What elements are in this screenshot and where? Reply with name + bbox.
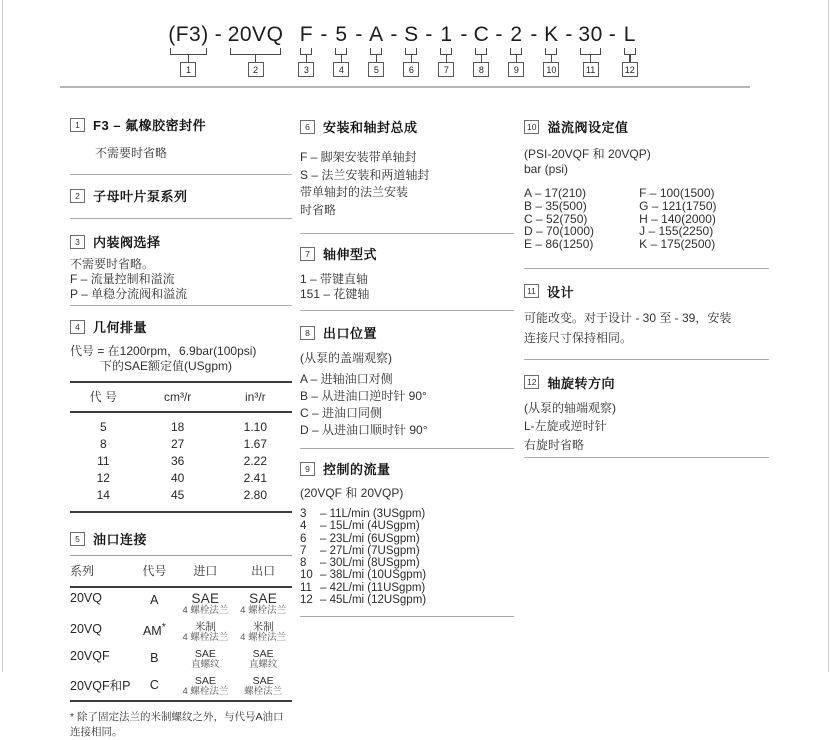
divider <box>300 448 514 449</box>
outlet-type: SAE <box>249 591 278 606</box>
section-10-header <box>524 117 769 136</box>
code-number-box: 8 <box>473 62 489 77</box>
bracket-tick <box>341 55 343 62</box>
code-segment-valve <box>298 22 314 77</box>
cell: 18 <box>170 420 185 434</box>
flow-option <box>300 533 514 545</box>
header-divider <box>60 86 750 88</box>
displacement-table <box>70 381 292 513</box>
cell: 12 <box>96 471 110 485</box>
code-separator: - <box>608 23 616 46</box>
outlet-cell <box>234 646 292 673</box>
code-value: AM <box>142 623 162 638</box>
code-segment-design <box>578 22 602 77</box>
outlet-type: SAE <box>252 647 274 660</box>
code-segment-flow <box>508 22 524 77</box>
displacement-desc: 下的SAE额定值(USgpm) <box>100 359 233 373</box>
code-segment-f3 <box>168 22 209 77</box>
bracket-tick <box>188 55 190 62</box>
section-8-note: (从泵的盖端观察) <box>300 351 392 365</box>
rotation-line: (从泵的轴端观察) <box>524 400 616 415</box>
design-note: 连接尺寸保持相同。 <box>524 330 633 345</box>
bracket-icon <box>300 48 312 55</box>
code-number-box: 9 <box>508 62 524 77</box>
code-cell <box>132 673 176 701</box>
series-cell: 20VQ <box>70 621 102 636</box>
code-segment-series <box>228 22 284 77</box>
cell: 8 <box>99 437 107 451</box>
section-number: 7 <box>300 247 315 261</box>
flow-value: – 27L/mi (7USgpm) <box>320 544 420 557</box>
table-row <box>70 619 292 646</box>
section-title: 安装和轴封总成 <box>323 120 418 135</box>
cell: 11 <box>97 454 110 468</box>
cell: 2.22 <box>243 454 268 468</box>
option-line: 1 – 带键直轴 <box>300 272 369 286</box>
flow-option <box>300 594 514 606</box>
page-right-border <box>828 0 829 672</box>
bracket-tick <box>376 55 378 62</box>
code-segment-text: 1 <box>440 23 453 46</box>
table-row <box>70 646 292 673</box>
option-line: 不需要时省略。 <box>70 257 155 271</box>
divider <box>70 174 292 175</box>
section-2-header <box>70 186 292 205</box>
section-number: 3 <box>70 235 85 249</box>
table-row <box>70 673 292 701</box>
flow-code: 4 <box>300 520 307 533</box>
flow-value: – 15L/mi (4USgpm) <box>320 520 420 533</box>
section-4-header <box>70 317 292 336</box>
code-value: A <box>150 593 159 608</box>
flow-value: – 45L/mi (12USgpm) <box>320 594 427 607</box>
flow-option <box>300 569 514 581</box>
relief-option: C – 52(750) <box>524 211 588 226</box>
section-title: 几何排量 <box>93 320 148 335</box>
code-separator: - <box>390 23 398 46</box>
divider <box>300 616 514 617</box>
inlet-subtype: 直螺纹 <box>191 659 220 670</box>
divider <box>524 268 769 269</box>
bracket-icon <box>405 48 417 55</box>
section-12-body <box>524 399 769 455</box>
divider <box>524 359 769 360</box>
section-7-body <box>300 272 514 301</box>
relief-option: F – 100(1500) <box>639 186 715 200</box>
cell: 27 <box>170 437 185 451</box>
bracket-tick <box>306 55 308 62</box>
flow-option <box>300 557 514 569</box>
port-connection-table <box>70 555 292 702</box>
model-code <box>0 22 830 77</box>
code-segment-text: (F3) <box>168 23 209 46</box>
bracket-tick <box>411 55 413 62</box>
option-line: 151 – 花键轴 <box>300 286 370 301</box>
section-10-note: (PSI-20VQF 和 20VQP) <box>524 147 651 161</box>
flow-value: – 11L/min (3USgpm) <box>320 508 426 520</box>
section-title: 出口位置 <box>323 326 378 341</box>
section-5-header <box>70 529 292 548</box>
section-8-body <box>300 371 514 439</box>
inlet-cell <box>177 587 235 619</box>
section-11-body <box>524 308 769 348</box>
code-segment-text: 2 <box>510 23 523 46</box>
section-number: 8 <box>300 326 315 340</box>
option-line: F – 脚架安装带单轴封 <box>300 150 417 164</box>
flow-code: 3 <box>300 508 307 520</box>
relief-option: A – 17(210) <box>524 186 587 200</box>
section-3-header <box>70 232 292 251</box>
code-number-box: 4 <box>333 62 349 77</box>
outlet-type: SAE <box>252 674 274 687</box>
option-line: D – 从进油口顺时针 90° <box>300 423 428 437</box>
bracket-tick <box>590 55 592 62</box>
code-separator: - <box>355 23 363 46</box>
section-number: 1 <box>70 118 85 132</box>
code-number-box: 3 <box>298 62 314 77</box>
cell: 1.67 <box>243 437 268 451</box>
code-segment-relief <box>543 22 559 77</box>
option-line: P – 单稳分流阀和溢流 <box>70 287 188 301</box>
cell: 5 <box>99 420 107 434</box>
relief-option: B – 35(500) <box>524 198 587 213</box>
table-footnote <box>70 710 292 740</box>
divider <box>70 218 292 219</box>
flow-option <box>300 582 514 594</box>
divider <box>524 457 769 458</box>
section-title: 内装阀选择 <box>93 235 161 250</box>
inlet-subtype: 4 螺栓法兰 <box>182 605 229 616</box>
code-number-box: 2 <box>248 62 264 77</box>
flow-option <box>300 545 514 557</box>
inlet-subtype: 4 螺栓法兰 <box>182 686 229 697</box>
code-cell <box>132 619 176 646</box>
section-9-note: (20VQF 和 20VQP) <box>300 486 404 500</box>
inlet-cell <box>177 619 235 646</box>
relief-settings <box>524 187 769 251</box>
bracket-tick <box>516 55 518 62</box>
code-number-box: 7 <box>438 62 454 77</box>
column-header: 系列 <box>70 556 132 588</box>
flow-value: – 38L/mi (10USgpm) <box>320 569 427 582</box>
code-number-box: 12 <box>622 62 638 77</box>
outlet-type: 米制 <box>252 620 274 633</box>
outlet-cell <box>234 587 292 619</box>
bracket-icon <box>335 48 347 55</box>
code-segment-shaft <box>438 22 454 77</box>
relief-option: J – 155(2250) <box>639 224 714 239</box>
code-number-box: 6 <box>403 62 419 77</box>
divider <box>300 310 514 311</box>
section-1-note: 不需要时省略 <box>95 146 168 160</box>
cell: 2.80 <box>243 488 268 502</box>
section-1-header <box>70 115 292 134</box>
section-title: 子母叶片泵系列 <box>93 189 188 204</box>
relief-option: H – 140(2000) <box>639 211 716 226</box>
cell: 36 <box>170 454 185 468</box>
relief-option: K – 175(2500) <box>639 237 716 252</box>
bracket-tick <box>551 55 553 62</box>
flow-code: 10 <box>300 569 313 582</box>
section-6-body <box>300 149 514 219</box>
flow-option <box>300 520 514 532</box>
code-separator: - <box>495 23 503 46</box>
inlet-cell <box>177 673 235 701</box>
column-header: 代 号 <box>70 382 137 412</box>
displacement-desc: 代号 = 在1200rpm，6.9bar(100psi) <box>70 344 257 358</box>
code-number-box: 11 <box>583 62 599 77</box>
table-row <box>70 436 292 453</box>
code-number-box: 1 <box>180 62 196 77</box>
flow-option <box>300 508 514 520</box>
table-header-row <box>70 556 292 588</box>
code-segment-text: 20VQ <box>227 23 284 46</box>
bracket-icon <box>370 48 382 55</box>
code-segment-port <box>368 22 384 77</box>
design-note: 可能改变。对于设计 - 30 至 - 39，安装 <box>524 310 732 325</box>
section-12-header <box>524 373 769 392</box>
section-number: 4 <box>70 320 85 334</box>
cell: 45 <box>170 488 185 502</box>
bracket-icon <box>580 48 600 55</box>
code-number-box: 5 <box>368 62 384 77</box>
relief-option: E – 86(1250) <box>524 237 594 252</box>
bracket-icon <box>440 48 452 55</box>
relief-option: G – 121(1750) <box>639 198 717 213</box>
column-header: 进口 <box>177 556 235 588</box>
cell: 40 <box>170 471 185 485</box>
divider <box>300 233 514 234</box>
table-row <box>70 453 292 470</box>
section-number: 6 <box>300 120 315 134</box>
flow-code: 8 <box>300 557 307 570</box>
bracket-tick <box>629 55 631 62</box>
relief-settings-left <box>524 187 639 251</box>
code-value: C <box>149 677 159 692</box>
code-segment-text: C <box>473 23 490 46</box>
bracket-icon <box>170 48 207 55</box>
code-segment-text: 30 <box>578 23 603 46</box>
outlet-subtype: 直螺纹 <box>248 659 278 670</box>
code-segment-text: A <box>369 23 384 46</box>
table-header-row <box>70 382 292 412</box>
outlet-subtype: 螺栓法兰 <box>244 686 283 697</box>
section-6-header <box>300 117 514 136</box>
section-number: 2 <box>70 189 85 203</box>
code-cell <box>132 646 176 673</box>
section-number: 5 <box>70 532 85 546</box>
section-number: 12 <box>524 375 539 389</box>
section-7-header <box>300 244 514 263</box>
code-segment-mounting <box>403 22 419 77</box>
section-number: 9 <box>300 462 315 476</box>
bracket-icon <box>230 48 282 55</box>
column-header: cm³/r <box>137 382 219 412</box>
option-line: 时省略 <box>300 202 337 217</box>
code-segment-outlet <box>473 22 489 77</box>
rotation-line: L-左旋或逆时针 <box>524 419 607 434</box>
column-header: 出口 <box>234 556 292 588</box>
code-number-box: 10 <box>543 62 559 77</box>
option-line: F – 流量控制和溢流 <box>70 272 175 286</box>
right-column <box>524 108 769 458</box>
section-11-header <box>524 282 769 301</box>
outlet-subtype: 4 螺栓法兰 <box>240 632 287 643</box>
outlet-subtype: 4 螺栓法兰 <box>240 605 287 616</box>
section-title: 轴伸型式 <box>323 247 378 262</box>
option-line: A – 进轴油口对侧 <box>300 372 393 386</box>
outlet-cell <box>234 673 292 701</box>
section-9-body <box>300 508 514 606</box>
inlet-type: 米制 <box>194 620 216 633</box>
table-row <box>70 412 292 436</box>
cell: 14 <box>96 488 110 502</box>
code-segment-text: S <box>404 23 419 46</box>
code-separator: - <box>460 23 468 46</box>
inlet-type: SAE <box>194 674 216 687</box>
divider <box>70 305 292 306</box>
column-header: in³/r <box>219 382 292 412</box>
flow-value: – 42L/mi (11USgpm) <box>320 581 426 594</box>
section-title: 控制的流量 <box>323 462 391 477</box>
option-line: 带单轴封的法兰安装 <box>300 185 409 199</box>
series-cell: 20VQF <box>70 648 110 663</box>
section-number: 11 <box>524 284 539 298</box>
inlet-subtype: 4 螺栓法兰 <box>182 632 229 643</box>
flow-value: – 30L/mi (8USgpm) <box>320 557 420 570</box>
flow-code: 7 <box>300 544 307 557</box>
cell: 1.10 <box>243 420 268 434</box>
flow-code: 11 <box>300 581 312 594</box>
code-separator: - <box>320 23 328 46</box>
table-row <box>70 487 292 513</box>
option-line: S – 法兰安装和两道轴封 <box>300 167 430 182</box>
series-cell: 20VQF和P <box>70 678 131 693</box>
flow-code: 6 <box>300 532 307 545</box>
code-segment-text: 5 <box>335 23 348 46</box>
inlet-type: SAE <box>194 647 216 660</box>
code-segment-text: F <box>299 23 314 46</box>
code-segment-text: K <box>544 23 559 46</box>
section-3-body <box>70 257 292 302</box>
middle-column <box>300 108 514 617</box>
section-10-unit: bar (psi) <box>524 162 569 176</box>
section-title: F3 – 氟橡胶密封件 <box>93 118 207 133</box>
code-separator: - <box>425 23 433 46</box>
section-title: 油口连接 <box>93 532 148 547</box>
section-title: 轴旋转方向 <box>547 375 615 391</box>
relief-settings-right <box>639 187 769 251</box>
bracket-tick <box>446 55 448 62</box>
section-title: 溢流阀设定值 <box>547 120 629 135</box>
code-value: B <box>150 650 159 665</box>
section-title: 设计 <box>547 284 575 300</box>
bracket-icon <box>624 48 636 55</box>
bracket-icon <box>475 48 487 55</box>
rotation-line: 右旋时省略 <box>524 437 585 452</box>
page-left-border <box>2 0 3 672</box>
table-row <box>70 470 292 487</box>
cell: 2.41 <box>243 471 268 485</box>
series-cell: 20VQ <box>70 591 102 605</box>
code-sup: * <box>161 621 166 633</box>
column-header: 代号 <box>132 556 176 588</box>
table-row <box>70 587 292 619</box>
code-cell <box>132 587 176 619</box>
outlet-cell <box>234 619 292 646</box>
option-line: C – 进油口同侧 <box>300 406 383 420</box>
bracket-icon <box>510 48 522 55</box>
section-8-header <box>300 323 514 342</box>
bracket-tick <box>255 55 257 62</box>
relief-option: D – 70(1000) <box>524 224 595 239</box>
option-line: B – 从进油口逆时针 90° <box>300 389 427 403</box>
flow-value: – 23L/mi (6USgpm) <box>320 532 420 545</box>
footnote-line: * 除了固定法兰的米制螺纹之外，与代号A油口 <box>70 710 284 723</box>
code-separator: - <box>214 23 222 46</box>
section-9-header <box>300 459 514 478</box>
code-segment-displacement <box>333 22 349 77</box>
inlet-type: SAE <box>191 591 220 606</box>
inlet-cell <box>177 646 235 673</box>
section-number: 10 <box>524 120 539 134</box>
left-column <box>70 106 292 740</box>
code-segment-rotation <box>622 22 638 77</box>
bracket-icon <box>545 48 557 55</box>
bracket-tick <box>481 55 483 62</box>
flow-code: 12 <box>300 594 313 607</box>
footnote-line: 连接相同。 <box>70 725 123 738</box>
code-separator: - <box>530 23 538 46</box>
code-segment-text: L <box>623 23 636 46</box>
code-separator: - <box>565 23 573 46</box>
